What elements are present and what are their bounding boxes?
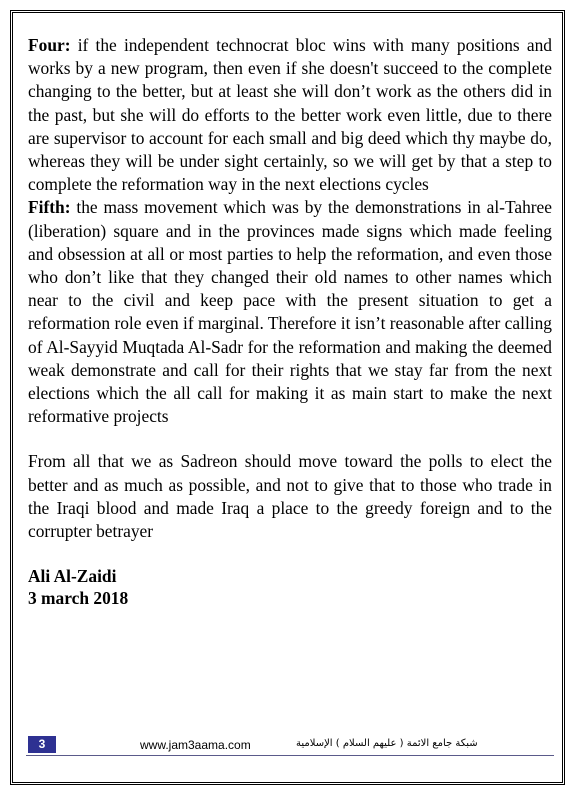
footer-divider [26,755,554,756]
spacer [28,428,552,450]
paragraph-fifth [28,196,552,428]
document-body [28,34,552,609]
paragraph-four-text: if the independent technocrat bloc wins with many positions and works by a new program, then even if she doesn't succeed to the complete changing to the better, but at least she will don’t work as the others did in the past, but she will do efforts to the better work even little, due to there are supervisor to account for each small and big deed which thy maybe do, whereas they will be under sight certainly, so we will get by that a step to complete the reformation way in the next elections cycles [28,35,552,195]
spacer [28,543,552,565]
publish-date: 3 march 2018 [28,588,129,609]
paragraph-fifth-text: the mass movement which was by the demonstrations in al-Tahree (liberation) square and in the provinces made signs which made feeling and obsession at all or most parties to help the reformation, and even those who don’t like that they changed their old names to other names which near to the civil and keep pace with the present situation to get a reformation role even if marginal. Therefore it isn’t reasonable after calling of Al-Sayyid Muqtada Al-Sadr for the reformation and making the deemed weak demonstrate and call for their rights that we stay far from the next elections which the all call for making it as main start to make the next reformative projects [28,197,552,427]
page-number-badge: 3 [28,736,56,753]
author-name: Ali Al-Zaidi [28,566,117,587]
paragraph-fifth-label: Fifth: [28,197,71,218]
footer-url-link[interactable]: www.jam3aama.com [140,738,251,752]
footer-network-name: شبكة جامع الائمة ( عليهم السلام ) الإسلامية [296,738,478,749]
paragraph-four [28,34,552,196]
paragraph-conclusion: From all that we as Sadreon should move toward the polls to elect the better and as much as possible, and not to give that to those who trade in the Iraqi blood and made Iraq a place to the greedy foreign and to the corrupter betrayer [28,451,552,542]
paragraph-four-label: Four: [28,35,71,55]
